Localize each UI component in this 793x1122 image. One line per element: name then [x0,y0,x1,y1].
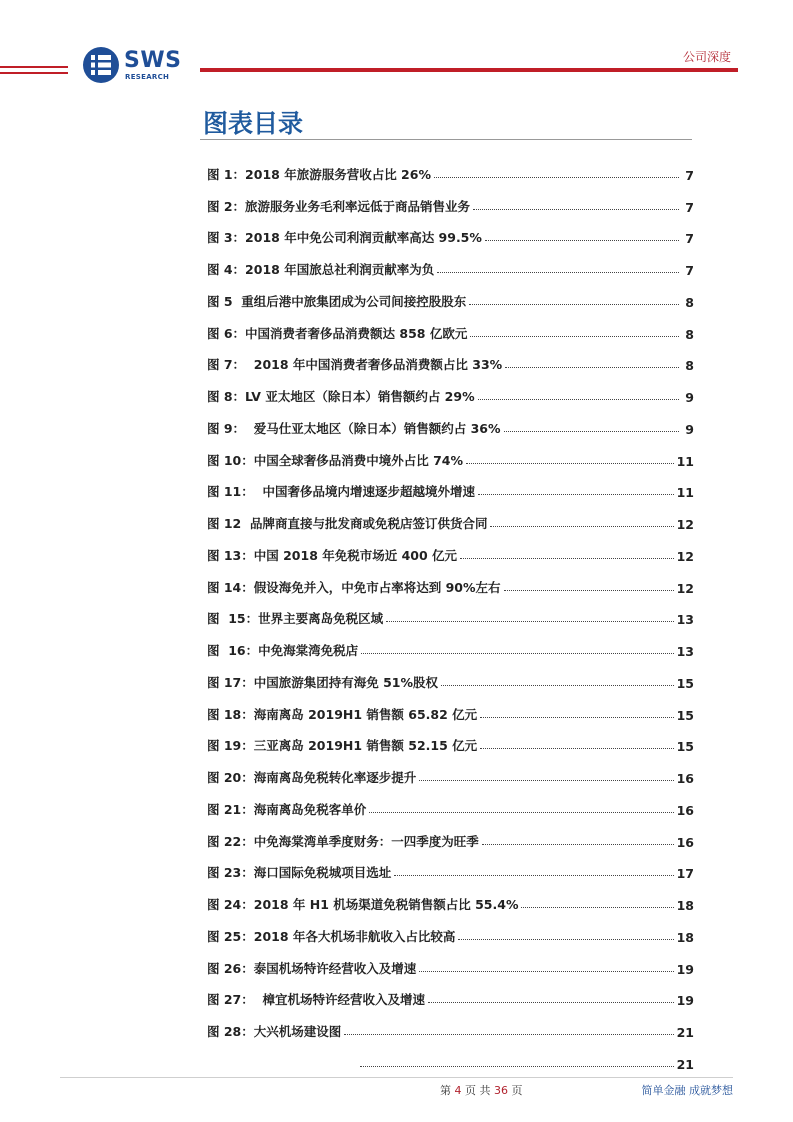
heading-divider [200,139,692,140]
toc-entry-title: 图 21：海南离岛免税客单价 [207,801,367,817]
toc-leader-dots [521,907,673,908]
toc-entry[interactable] [207,786,694,818]
toc-entry-page: 11 [676,453,694,469]
toc-leader-dots [485,240,679,241]
toc-entry-title: 图 17：中国旅游集团持有海免 51%股权 [207,674,439,690]
toc-entry-page: 15 [676,675,694,691]
toc-entry-title: 图 2：旅游服务业务毛利率远低于商品销售业务 [207,198,471,214]
page-number: 第 4 页 共 36 页 [440,1084,523,1097]
toc-entry-page: 7 [685,167,694,183]
toc-entry-page: 12 [676,548,694,564]
toc-entry[interactable] [207,977,694,1009]
toc-entry-title: 图 3：2018 年中免公司利润贡献率高达 99.5% [207,230,482,246]
toc-leader-dots [360,1066,674,1067]
toc-entry[interactable] [207,564,694,596]
toc-entry-page: 9 [685,390,694,405]
toc-leader-dots [434,177,679,178]
toc-entry-title: 图 13：中国 2018 年免税市场近 400 亿元 [207,547,458,563]
footer-slogan: 简单金融 成就梦想 [641,1084,733,1097]
toc-entry-page: 15 [676,739,694,755]
toc-leader-dots [386,621,673,622]
toc-entry-page: 18 [676,898,694,913]
toc-entry[interactable] [207,723,694,755]
toc-entry[interactable] [207,310,694,342]
toc-entry[interactable] [207,532,694,564]
toc-leader-dots [478,494,674,495]
toc-entry-title: 图 1：2018 年旅游服务营收占比 26% [207,166,431,182]
toc-leader-dots [505,367,679,368]
toc-entry-title: 图 28：大兴机场建设图 [207,1024,342,1039]
toc-leader-dots [480,717,673,718]
toc-entry-page: 19 [676,993,694,1009]
toc-entry[interactable] [207,342,694,374]
toc-entry-page: 8 [685,326,694,342]
toc-entry-title: 图 27： 樟宜机场特许经营收入及增速 [207,992,425,1008]
toc-leader-dots [394,875,673,876]
toc-entry[interactable] [207,754,694,786]
toc-leader-dots [466,463,674,464]
toc-entry[interactable] [207,246,694,278]
toc-leader-dots [437,272,679,273]
toc-entry-title: 图 23：海口国际免税城项目选址 [207,865,392,881]
toc-leader-dots [419,780,673,781]
toc-entry-page: 7 [685,231,694,247]
toc-entry[interactable] [207,659,694,691]
toc-entry[interactable] [207,913,694,945]
toc-entry[interactable] [207,850,694,882]
toc-entry-page: 21 [676,1056,694,1072]
toc-entry[interactable] [207,183,694,215]
toc-entry[interactable] [207,596,694,628]
toc-entry-title: 图 9： 爱马仕亚太地区（除日本）销售额约占 36% [207,420,501,436]
document-type: 公司深度 [682,50,731,64]
table-of-figures [207,151,694,1072]
toc-entry[interactable] [207,1008,694,1040]
toc-entry[interactable] [207,405,694,437]
toc-entry[interactable] [207,691,694,723]
toc-entry-page: 9 [685,421,694,437]
toc-entry-title: 图 5 重组后港中旅集团成为公司间接控股股东 [207,293,467,309]
toc-entry-page: 16 [676,771,694,786]
header-rule-left [0,66,68,68]
toc-entry-title: 图 14：假设海免并入，中免市占率将达到 90%左右 [207,579,501,595]
toc-entry[interactable] [207,151,694,183]
toc-leader-dots [480,748,673,749]
toc-leader-dots [469,304,679,305]
toc-entry[interactable] [207,818,694,850]
toc-entry[interactable] [207,469,694,501]
toc-leader-dots [361,653,673,654]
toc-entry[interactable] [207,215,694,247]
toc-leader-dots [478,399,679,400]
toc-leader-dots [504,590,674,591]
toc-leader-dots [470,336,679,337]
header-rule-left [0,72,68,74]
toc-entry-page: 15 [676,707,694,723]
toc-entry-page: 16 [676,802,694,818]
toc-entry-page: 12 [676,517,694,532]
logo-text: SWS [124,48,182,73]
toc-entry-page: 8 [685,358,694,374]
toc-leader-dots [419,971,673,972]
toc-entry[interactable] [207,881,694,913]
toc-entry-title: 图 7： 2018 年中国消费者奢侈品消费额占比 33% [207,357,503,373]
toc-entry-title: 图 6：中国消费者奢侈品消费额达 858 亿欧元 [207,325,468,341]
toc-entry-page: 7 [685,199,694,215]
toc-leader-dots [504,431,679,432]
logo-subtext: RESEARCH [125,73,170,81]
company-logo [82,46,192,84]
toc-entry-title: 图 24：2018 年 H1 机场渠道免税销售额占比 55.4% [207,897,519,912]
toc-entry-title: 图 22：中免海棠湾单季度财务：一四季度为旺季 [207,833,479,849]
toc-leader-dots [460,558,674,559]
toc-entry-title: 图 4：2018 年国旅总社利润贡献率为负 [207,262,435,277]
toc-entry-title: 图 18：海南离岛 2019H1 销售额 65.82 亿元 [207,706,478,722]
toc-entry-title: 图 16：中免海棠湾免税店 [207,643,359,658]
toc-entry-page: 13 [676,612,694,628]
toc-entry-page: 11 [676,485,694,501]
toc-entry[interactable] [207,627,694,659]
toc-leader-dots [344,1034,673,1035]
toc-entry[interactable] [207,500,694,532]
footer-divider [60,1077,733,1078]
toc-entry-title: 图 8：LV 亚太地区（除日本）销售额约占 29% [207,389,475,404]
toc-entry-page: 21 [676,1025,694,1040]
toc-entry-title: 图 26：泰国机场特许经营收入及增速 [207,960,417,976]
toc-entry-title: 图 19：三亚离岛 2019H1 销售额 52.15 亿元 [207,738,478,754]
toc-leader-dots [441,685,674,686]
toc-entry-page: 7 [685,263,694,278]
toc-entry-blank[interactable] [207,1040,694,1072]
toc-entry-page: 8 [685,294,694,310]
toc-entry-title: 图 20：海南离岛免税转化率逐步提升 [207,770,417,785]
toc-leader-dots [490,526,673,527]
toc-entry[interactable] [207,278,694,310]
toc-entry-title: 图 25：2018 年各大机场非航收入占比较高 [207,928,456,944]
sws-logo-icon [82,46,120,84]
toc-heading: 图表目录 [203,109,304,138]
toc-entry-page: 17 [676,866,694,882]
toc-leader-dots [369,812,673,813]
toc-entry-title: 图 11： 中国奢侈品境内增速逐步超越境外增速 [207,484,475,500]
toc-entry-title: 图 10：中国全球奢侈品消费中境外占比 74% [207,452,464,468]
toc-entry-page: 12 [676,580,694,596]
toc-leader-dots [458,939,673,940]
toc-entry-page: 18 [676,929,694,945]
toc-entry-page: 19 [676,961,694,977]
toc-leader-dots [473,209,679,210]
toc-entry-page: 16 [676,834,694,850]
toc-leader-dots [428,1002,674,1003]
toc-entry-page: 13 [676,644,694,659]
toc-leader-dots [482,844,674,845]
header-rule-right [200,68,738,72]
toc-entry-title: 图 12 品牌商直接与批发商或免税店签订供货合同 [207,516,488,531]
toc-entry[interactable] [207,373,694,405]
toc-entry[interactable] [207,437,694,469]
toc-entry-title: 图 15：世界主要离岛免税区域 [207,611,384,627]
toc-entry[interactable] [207,945,694,977]
